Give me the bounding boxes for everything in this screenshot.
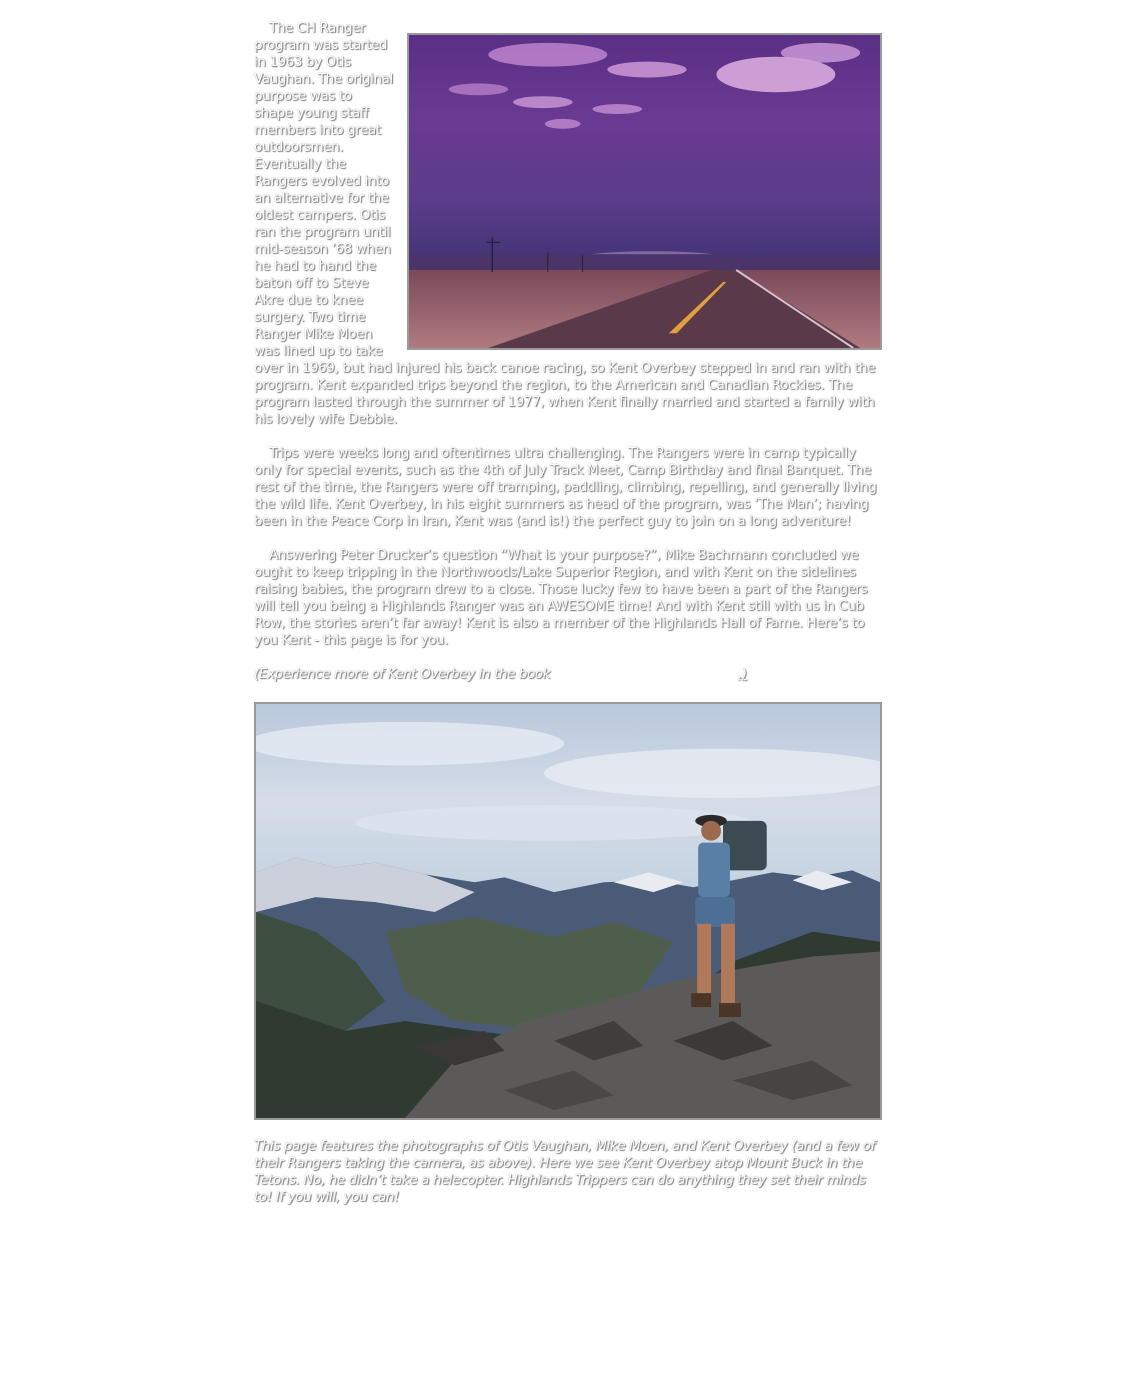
book-reference-text: (Experience more of Kent Overbey in the book	[254, 667, 551, 682]
paragraph-purpose	[254, 547, 884, 649]
intro-section	[254, 20, 884, 428]
desert-highway-storm-image	[409, 35, 880, 348]
desert-highway-storm-photo	[407, 33, 882, 350]
paragraph-trips	[254, 445, 884, 530]
article	[254, 20, 884, 683]
mountain-hiker-photo	[254, 702, 882, 1120]
intro-paragraph: The CH Ranger program was started in 1963 by Otis Vaughan. The original purpose was to shape young staff members into great outdoorsmen. Eventually the Rangers evolved into an alternative for the oldest campers. Otis ran the program until mid-season ’68 when he had to hand the baton off to Steve Akre due to knee surgery. Two time Ranger Mike Moen was lined up to take over in 1969, but had injured his back canoe racing, so Kent Overbey stepped in and ran with the program. Kent expanded trips beyond the region, to the American and Canadian Rockies. The program lasted through the summer of 1977, when Kent finally married and started a family with his lovely wife Debbie.	[254, 21, 876, 427]
body-section	[254, 445, 884, 683]
book-reference	[254, 666, 884, 683]
paragraph-purpose-text: Answering Peter Drucker’s question “What is your purpose?”, Mike Bachmann concluded we ought to keep tripping in the Northwoods/Lake Superior Region, and with Kent on the sidelines raising babies, the program drew to a close. Those lucky few to have been a part of the Rangers will tell you being a Highlands Ranger was an AWESOME time! And with Kent still with us in Cub Row, the stories aren’t far away! Kent is also a member of the Highlands Hall of Fame. Here’s to you Kent - this page is for you.	[254, 548, 868, 648]
book-link[interactable]: .)	[738, 667, 747, 682]
paragraph-trips-text: Trips were weeks long and oftentimes ultra challenging. The Rangers were in camp typically only for special events, such as the 4th of July Track Meet, Camp Birthday and final Banquet. The rest of the time, the Rangers were off tramping, paddling, climbing, repelling, and generally living the wild life. Kent Overbey, in his eight summers as head of the program, was ‘The Man’; having been in the Peace Corp in Iran, Kent was (and is!) the perfect guy to join on a long adventure!	[254, 446, 877, 529]
mountain-hiker-image	[256, 704, 880, 1118]
photo-caption: This page features the photographs of Otis Vaughan, Mike Moen, and Kent Overbey (and a few of their Rangers taking the camera, as above). Here we see Kent Overbey atop Mount Buck in the Tetons. No, he didn’t take a helecopter. Highlands Trippers can do anything they set their minds to! If you will, you can!	[254, 1139, 875, 1205]
